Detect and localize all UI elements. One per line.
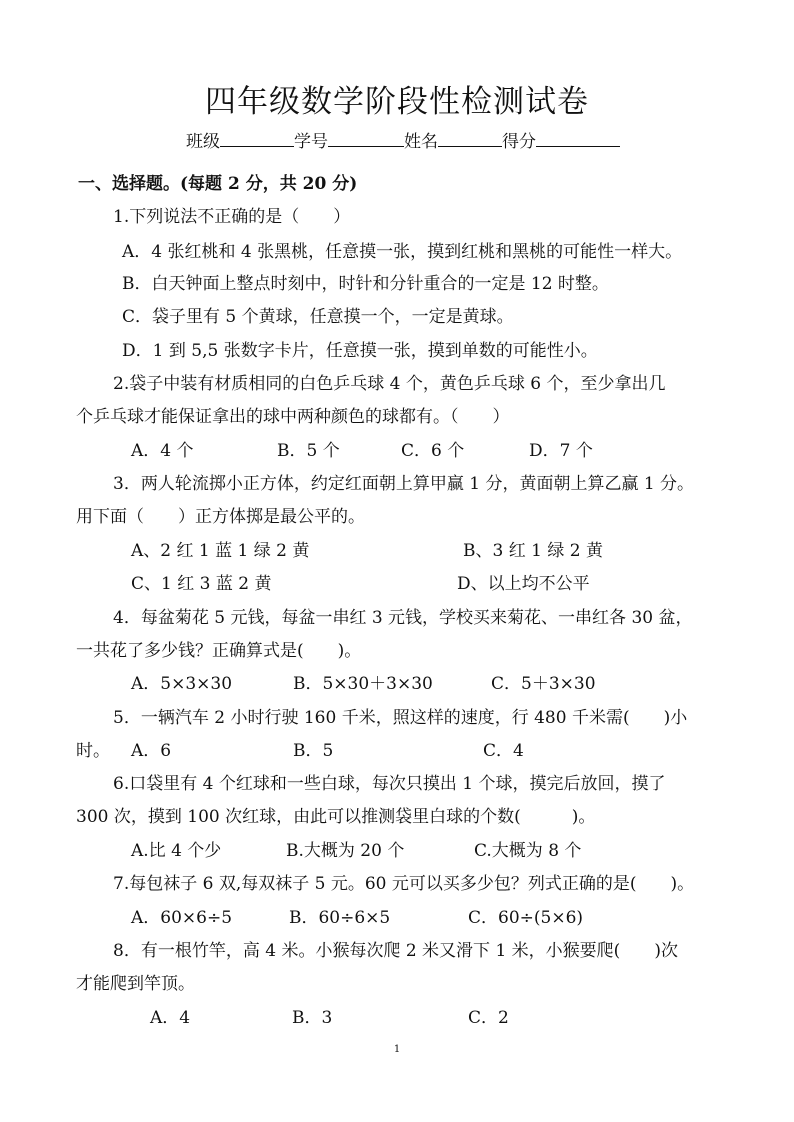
q1-option-c: C．袋子里有 5 个黄球，任意摸一个，一定是黄球。 bbox=[122, 307, 514, 327]
q7-stem: 7.每包袜子 6 双,每双袜子 5 元。60 元可以买多少包？列式正确的是( )。 bbox=[113, 874, 695, 894]
name-label: 姓名 bbox=[404, 132, 438, 152]
student-no-blank[interactable] bbox=[328, 128, 404, 147]
page-title: 四年级数学阶段性检测试卷 bbox=[205, 84, 589, 120]
q6-option-a: A.比 4 个少 bbox=[131, 841, 222, 861]
q6-stem-line1: 6.口袋里有 4 个红球和一些白球，每次只摸出 1 个球，摸完后放回，摸了 bbox=[113, 774, 666, 794]
q5-stem-line1: 5．一辆汽车 2 小时行驶 160 千米，照这样的速度，行 480 千米需( )小 bbox=[113, 708, 688, 728]
q1-option-b: B．白天钟面上整点时刻中，时针和分针重合的一定是 12 时整。 bbox=[122, 274, 609, 294]
q8-option-b: B．3 bbox=[292, 1008, 333, 1028]
q1-option-a: A．4 张红桃和 4 张黑桃，任意摸一张，摸到红桃和黑桃的可能性一样大。 bbox=[122, 242, 683, 262]
q6-option-c: C.大概为 8 个 bbox=[474, 841, 582, 861]
score-label: 得分 bbox=[502, 132, 536, 152]
q2-option-b: B．5 个 bbox=[277, 441, 340, 461]
q4-stem-line2: 一共花了多少钱？正确算式是( )。 bbox=[76, 641, 362, 661]
q3-stem-line1: 3．两人轮流掷小正方体，约定红面朝上算甲赢 1 分，黄面朝上算乙赢 1 分。 bbox=[113, 474, 695, 494]
q3-option-c: C、1 红 3 蓝 2 黄 bbox=[131, 574, 272, 594]
q2-option-a: A．4 个 bbox=[131, 441, 194, 461]
q8-stem-line1: 8．有一根竹竿，高 4 米。小猴每次爬 2 米又滑下 1 米，小猴要爬( )次 bbox=[113, 941, 678, 961]
student-no-label: 学号 bbox=[294, 132, 328, 152]
q4-option-c: C．5＋3×30 bbox=[491, 674, 596, 694]
q3-option-d: D、以上均不公平 bbox=[457, 574, 590, 594]
q5-option-a: A．6 bbox=[131, 741, 172, 761]
q1-stem: 1.下列说法不正确的是（ ） bbox=[113, 207, 351, 227]
q5-option-b: B．5 bbox=[293, 741, 334, 761]
q7-option-c: C．60÷(5×6) bbox=[468, 908, 584, 928]
page-number: 1 bbox=[393, 1044, 401, 1055]
q2-option-d: D．7 个 bbox=[529, 441, 593, 461]
q3-option-a: A、2 红 1 蓝 1 绿 2 黄 bbox=[131, 541, 310, 561]
q3-option-b: B、3 红 1 绿 2 黄 bbox=[463, 541, 603, 561]
q2-stem-line1: 2.袋子中装有材质相同的白色乒乓球 4 个，黄色乒乓球 6 个，至少拿出几 bbox=[113, 374, 666, 394]
q7-option-b: B．60÷6×5 bbox=[289, 908, 391, 928]
q6-stem-line2: 300 次，摸到 100 次红球，由此可以推测袋里白球的个数( )。 bbox=[76, 807, 596, 827]
q5-stem-line2: 时。 bbox=[76, 741, 110, 761]
q4-stem-line1: 4．每盆菊花 5 元钱，每盆一串红 3 元钱，学校买来菊花、一串红各 30 盆， bbox=[113, 608, 693, 628]
q6-option-b: B.大概为 20 个 bbox=[286, 841, 405, 861]
q8-option-c: C．2 bbox=[468, 1008, 509, 1028]
section-heading: 一、选择题。(每题 2 分，共 20 分) bbox=[78, 174, 358, 194]
q8-option-a: A．4 bbox=[150, 1008, 191, 1028]
q7-option-a: A．60×6÷5 bbox=[131, 908, 233, 928]
score-blank[interactable] bbox=[536, 128, 620, 147]
class-blank[interactable] bbox=[220, 128, 294, 147]
student-info-row bbox=[186, 127, 620, 152]
q3-stem-line2: 用下面（ ）正方体掷是最公平的。 bbox=[76, 507, 365, 527]
name-blank[interactable] bbox=[438, 128, 502, 147]
q4-option-b: B．5×30＋3×30 bbox=[293, 674, 433, 694]
q4-option-a: A．5×3×30 bbox=[131, 674, 233, 694]
q5-option-c: C．4 bbox=[483, 741, 524, 761]
class-label: 班级 bbox=[186, 132, 220, 152]
q2-stem-line2: 个乒乓球才能保证拿出的球中两种颜色的球都有。（ ） bbox=[76, 407, 510, 427]
q1-option-d: D．1 到 5,5 张数字卡片，任意摸一张，摸到单数的可能性小。 bbox=[122, 341, 598, 361]
q8-stem-line2: 才能爬到竿顶。 bbox=[76, 974, 195, 994]
q2-option-c: C．6 个 bbox=[401, 441, 465, 461]
